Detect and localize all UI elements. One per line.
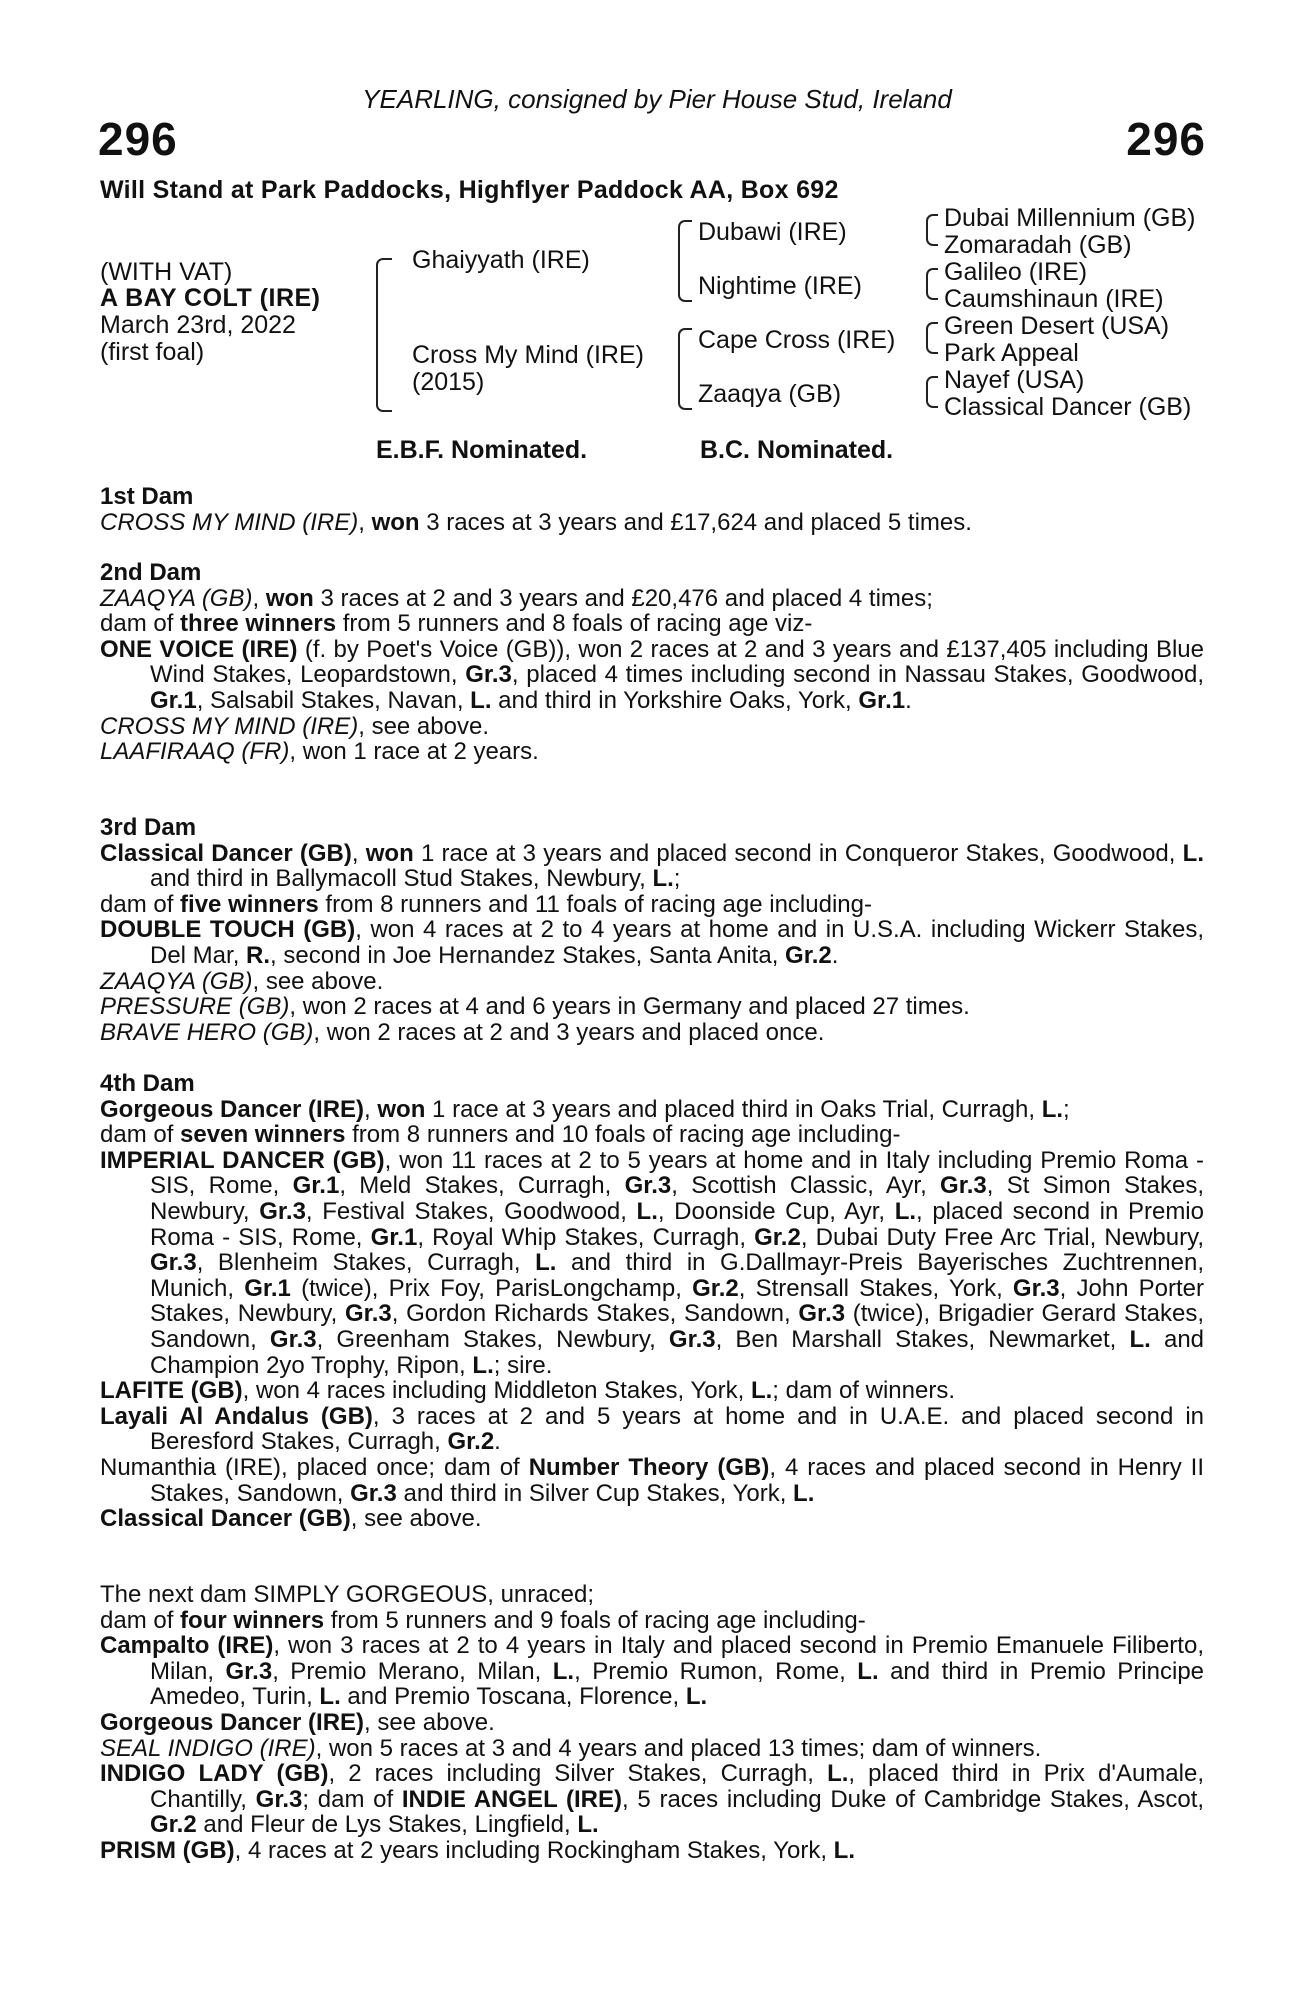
text: , see above. bbox=[350, 1505, 482, 1533]
progeny-name: INDIE ANGEL (IRE) bbox=[401, 1785, 623, 1813]
pedigree-brace-sire bbox=[678, 220, 692, 302]
section-heading: 3rd Dam bbox=[100, 814, 197, 841]
pedigree-dd-dam: Classical Dancer (GB) bbox=[944, 393, 1192, 421]
progeny-entry bbox=[100, 1404, 1204, 1455]
pedigree-sire: Ghaiyyath (IRE) bbox=[412, 246, 590, 274]
vat-note: (WITH VAT) bbox=[100, 258, 233, 286]
dam-of-line bbox=[100, 892, 1204, 918]
text: 1 race at 3 years and placed third in Oaks Trial, Curragh, bbox=[425, 1095, 1042, 1123]
grade: Gr.3 bbox=[624, 1172, 672, 1200]
text: , won 5 races at 3 and 4 years and placed 13 times; dam of winners. bbox=[315, 1734, 1042, 1762]
progeny-entry bbox=[100, 1710, 1204, 1736]
won-label: won bbox=[265, 584, 314, 612]
text: ; bbox=[1063, 1095, 1070, 1123]
dam-of-line bbox=[100, 1122, 1204, 1148]
ebf-nomination: E.B.F. Nominated. bbox=[376, 436, 588, 464]
grade: L. bbox=[793, 1479, 815, 1507]
lot-number-right: 296 bbox=[1126, 113, 1206, 165]
grade: Gr.1 bbox=[858, 686, 906, 714]
text: from 8 runners and 10 foals of racing age including- bbox=[345, 1121, 901, 1149]
grade: Gr.3 bbox=[259, 1197, 306, 1225]
text: , Royal Whip Stakes, Curragh, bbox=[417, 1223, 755, 1251]
won-label: won bbox=[377, 1095, 426, 1123]
grade: L. bbox=[1129, 1325, 1151, 1353]
section-heading: 1st Dam bbox=[100, 483, 194, 510]
grade: L. bbox=[470, 686, 492, 714]
progeny-name: CROSS MY MIND (IRE) bbox=[100, 712, 359, 740]
dam-name: Gorgeous Dancer (IRE) bbox=[100, 1095, 365, 1123]
first-dam-section bbox=[100, 484, 1204, 535]
section-heading: 2nd Dam bbox=[100, 559, 202, 586]
progeny-name: IMPERIAL DANCER (GB) bbox=[100, 1146, 385, 1174]
text: ; dam of bbox=[302, 1785, 402, 1813]
progeny-name: DOUBLE TOUCH (GB) bbox=[100, 916, 356, 944]
grade: Gr.3 bbox=[345, 1300, 392, 1328]
text: and Fleur de Lys Stakes, Lingfield, bbox=[196, 1811, 578, 1839]
text: dam of bbox=[100, 610, 181, 638]
dam-name: Classical Dancer (GB) bbox=[100, 839, 352, 867]
text: and third in Silver Cup Stakes, York, bbox=[396, 1479, 794, 1507]
text: from 5 runners and 8 foals of racing age viz- bbox=[336, 610, 813, 638]
text: , see above. bbox=[358, 712, 489, 740]
progeny-entry bbox=[100, 1020, 1204, 1046]
progeny-entry bbox=[100, 637, 1204, 714]
grade: Gr.2 bbox=[150, 1811, 197, 1839]
progeny-name: Number Theory (GB) bbox=[528, 1453, 770, 1481]
progeny-name: PRESSURE (GB) bbox=[100, 993, 290, 1021]
third-dam-record: Classical Dancer (GB), won 1 race at 3 years and placed second in Conqueror Stakes, Goodwood, L. and third in Ballymacoll Stud Stakes, Newbury, L.; bbox=[100, 839, 1204, 893]
progeny-entry bbox=[100, 917, 1204, 968]
winners-count: three winners bbox=[180, 610, 337, 638]
pedigree-brace-sd bbox=[926, 268, 938, 300]
progeny-name: Campalto (IRE) bbox=[100, 1632, 274, 1660]
grade: Gr.3 bbox=[1012, 1274, 1060, 1302]
pedigree-dam-sire: Cape Cross (IRE) bbox=[698, 326, 896, 354]
pedigree-sd-sire: Galileo (IRE) bbox=[944, 258, 1088, 286]
progeny-name: PRISM (GB) bbox=[100, 1836, 235, 1864]
text: and third in Ballymacoll Stud Stakes, Newbury, bbox=[150, 865, 653, 893]
text: , 4 races at 2 years including Rockingham Stakes, York, bbox=[234, 1836, 834, 1864]
grade: Gr.3 bbox=[255, 1785, 303, 1813]
pedigree-ds-dam: Park Appeal bbox=[944, 339, 1079, 367]
grade: Gr.3 bbox=[350, 1479, 397, 1507]
pedigree-dam-dam: Zaaqya (GB) bbox=[698, 380, 842, 408]
grade: L. bbox=[319, 1683, 341, 1711]
progeny-entry bbox=[100, 1506, 1204, 1532]
lot-number-left: 296 bbox=[98, 113, 178, 165]
progeny-name: Gorgeous Dancer (IRE) bbox=[100, 1708, 365, 1736]
consignment-subtitle: YEARLING, consigned by Pier House Stud, Ireland bbox=[362, 84, 952, 114]
text: , placed second in Premio Roma - SIS, Rome, bbox=[150, 1197, 1204, 1251]
grade: Gr.2 bbox=[447, 1428, 495, 1456]
text: , 5 races including Duke of Cambridge Stakes, Ascot, bbox=[622, 1785, 1205, 1813]
text: 1 race at 3 years and placed second in Conqueror Stakes, Goodwood, bbox=[413, 839, 1183, 867]
text: , Gordon Richards Stakes, Sandown, bbox=[391, 1300, 799, 1328]
grade: Gr.3 bbox=[940, 1172, 987, 1200]
pedigree-brace-dd bbox=[926, 376, 938, 408]
grade: L. bbox=[577, 1811, 599, 1839]
progeny-name: SEAL INDIGO (IRE) bbox=[100, 1734, 316, 1762]
dam-text: 3 races at 2 and 3 years and £20,476 and placed 4 times; bbox=[313, 584, 933, 612]
progeny-entry bbox=[100, 969, 1204, 995]
text: ; sire. bbox=[493, 1351, 553, 1379]
grade: Gr.3 bbox=[668, 1325, 716, 1353]
text: , see above. bbox=[364, 1708, 495, 1736]
text: , 3 races at 2 and 5 years at home and in U.A.E. and placed second in Beresford Stakes, Curragh, bbox=[150, 1402, 1205, 1456]
pedigree-sire-dam: Nightime (IRE) bbox=[698, 272, 862, 300]
grade: Gr.1 bbox=[292, 1172, 340, 1200]
grade: R. bbox=[246, 941, 271, 969]
text: , placed 4 times including second in Nassau Stakes, Goodwood, bbox=[511, 661, 1204, 689]
text: ; bbox=[673, 865, 681, 893]
progeny-name: INDIGO LADY (GB) bbox=[100, 1760, 329, 1788]
dam-of-line bbox=[100, 611, 1204, 637]
grade: Gr.1 bbox=[150, 686, 197, 714]
text: (f. by Poet's Voice (GB)), won 2 races at 2 and 3 years and £137,405 including Blue Wind Stakes, Leopardstown, bbox=[150, 635, 1204, 689]
pedigree-sire-sire: Dubawi (IRE) bbox=[698, 218, 847, 246]
text: , Meld Stakes, Curragh, bbox=[339, 1172, 625, 1200]
fourth-dam-section bbox=[100, 1071, 1204, 1532]
text: , won 4 races at 2 to 4 years at home and in U.S.A. including Wickerr Stakes, Del Mar, bbox=[150, 916, 1205, 969]
text: , Premio Rumon, Rome, bbox=[574, 1657, 858, 1685]
progeny-entry bbox=[100, 1633, 1204, 1710]
text: , Greenham Stakes, Newbury, bbox=[316, 1325, 669, 1353]
grade: Gr.1 bbox=[370, 1223, 418, 1251]
text: , second in Joe Hernandez Stakes, Santa Anita, bbox=[270, 941, 786, 969]
text: , Scottish Classic, Ayr, bbox=[671, 1172, 941, 1200]
grade: L. bbox=[750, 1377, 773, 1405]
pedigree-ss-dam: Zomaradah (GB) bbox=[944, 231, 1132, 259]
text: and third in Yorkshire Oaks, York, bbox=[491, 686, 859, 714]
text: dam of bbox=[100, 1606, 181, 1634]
text: . bbox=[905, 686, 912, 714]
second-dam-section bbox=[100, 560, 1204, 765]
horse-note: (first foal) bbox=[100, 338, 205, 366]
section-heading: 4th Dam bbox=[100, 1070, 195, 1097]
progeny-name: LAFITE (GB) bbox=[100, 1377, 243, 1405]
progeny-entry bbox=[100, 1378, 1204, 1404]
text: , Strensall Stakes, York, bbox=[738, 1274, 1013, 1302]
text: , Dubai Duty Free Arc Trial, Newbury, bbox=[800, 1223, 1204, 1251]
text: dam of bbox=[100, 1121, 181, 1149]
horse-name: A BAY COLT (IRE) bbox=[100, 284, 321, 312]
grade: Gr.2 bbox=[754, 1223, 801, 1251]
winners-count: five winners bbox=[180, 890, 319, 918]
text: , John Porter Stakes, Newbury, bbox=[150, 1274, 1205, 1328]
progeny-name: LAAFIRAAQ (FR) bbox=[100, 738, 290, 766]
grade: Gr.3 bbox=[150, 1249, 197, 1277]
pedigree-sd-dam: Caumshinaun (IRE) bbox=[944, 285, 1164, 313]
grade: L. bbox=[857, 1657, 879, 1685]
fourth-dam-record: Gorgeous Dancer (IRE), won 1 race at 3 years and placed third in Oaks Trial, Curragh, L.; bbox=[100, 1095, 1070, 1123]
text: , won 2 races at 4 and 6 years in Germany and placed 27 times. bbox=[289, 993, 970, 1021]
text: and third in Premio Principe Amedeo, Turin, bbox=[150, 1657, 1205, 1711]
winners-count: seven winners bbox=[180, 1121, 346, 1149]
text: , Premio Merano, Milan, bbox=[272, 1657, 553, 1685]
grade: L. bbox=[535, 1249, 557, 1277]
grade: L. bbox=[636, 1197, 658, 1225]
text: , see above. bbox=[252, 967, 384, 995]
text: , St Simon Stakes, Newbury, bbox=[150, 1172, 1205, 1225]
text: , won 2 races at 2 and 3 years and placed once. bbox=[313, 1018, 825, 1046]
first-dam-record: CROSS MY MIND (IRE), won 3 races at 3 years and £17,624 and placed 5 times. bbox=[100, 508, 972, 536]
pedigree-dd-sire: Nayef (USA) bbox=[944, 366, 1085, 394]
text: and Champion 2yo Trophy, Ripon, bbox=[150, 1325, 1205, 1379]
progeny-entry bbox=[100, 1736, 1204, 1762]
grade: Gr.2 bbox=[785, 941, 832, 969]
text: (twice), Prix Foy, ParisLongchamp, bbox=[290, 1274, 693, 1302]
text: and Premio Toscana, Florence, bbox=[340, 1683, 686, 1711]
grade: L. bbox=[1182, 839, 1204, 867]
pedigree-brace-dam bbox=[678, 328, 692, 410]
dam-name: ZAAQYA (GB) bbox=[100, 584, 253, 612]
won-label: won bbox=[371, 508, 420, 536]
progeny-name: Layali Al Andalus (GB) bbox=[100, 1402, 373, 1430]
text: , 4 races and placed second in Henry II Stakes, Sandown, bbox=[150, 1453, 1204, 1507]
grade: L. bbox=[652, 865, 674, 893]
text: , Blenheim Stakes, Curragh, bbox=[196, 1249, 536, 1277]
third-dam-section bbox=[100, 815, 1204, 1045]
progeny-entry bbox=[100, 739, 1204, 765]
text: dam of bbox=[100, 890, 181, 918]
text: , placed third in Prix d'Aumale, Chantilly, bbox=[150, 1760, 1204, 1813]
text: . bbox=[494, 1428, 501, 1456]
pedigree-brace-main bbox=[376, 258, 392, 412]
grade: Gr.3 bbox=[269, 1325, 317, 1353]
grade: Gr.3 bbox=[798, 1300, 846, 1328]
grade: L. bbox=[827, 1760, 849, 1788]
bc-nomination: B.C. Nominated. bbox=[700, 436, 894, 464]
horse-dob: March 23rd, 2022 bbox=[100, 311, 296, 339]
progeny-entry bbox=[100, 1455, 1204, 1506]
dam-name: CROSS MY MIND (IRE) bbox=[100, 508, 359, 536]
grade: L. bbox=[685, 1683, 708, 1711]
text: , 2 races including Silver Stakes, Curragh, bbox=[328, 1760, 828, 1788]
progeny-name: BRAVE HERO (GB) bbox=[100, 1018, 314, 1046]
winners-count: four winners bbox=[180, 1606, 325, 1634]
grade: L. bbox=[1041, 1095, 1064, 1123]
pedigree-brace-ss bbox=[926, 214, 938, 246]
progeny-name: Classical Dancer (GB) bbox=[100, 1505, 351, 1533]
text: Numanthia (IRE), placed once; dam of bbox=[100, 1453, 529, 1481]
text: from 5 runners and 9 foals of racing age including- bbox=[324, 1606, 866, 1634]
progeny-name: ONE VOICE (IRE) bbox=[100, 635, 298, 663]
text: , Festival Stakes, Goodwood, bbox=[305, 1197, 637, 1225]
progeny-entry bbox=[100, 994, 1204, 1020]
next-dam-section bbox=[100, 1582, 1204, 1864]
second-dam-record: ZAAQYA (GB), won 3 races at 2 and 3 years and £20,476 and placed 4 times; bbox=[100, 584, 933, 612]
grade: Gr.1 bbox=[244, 1274, 291, 1302]
pedigree-brace-ds bbox=[926, 322, 938, 354]
text: , Salsabil Stakes, Navan, bbox=[196, 686, 471, 714]
text: and third in G.Dallmayr-Preis Bayerisches Zuchtrennen, Munich, bbox=[150, 1249, 1204, 1302]
dam-of-line bbox=[100, 1608, 1204, 1634]
grade: L. bbox=[472, 1351, 494, 1379]
text: , Doonside Cup, Ayr, bbox=[657, 1197, 895, 1225]
progeny-entry bbox=[100, 1148, 1204, 1378]
text: ; dam of winners. bbox=[772, 1377, 956, 1405]
grade: L. bbox=[552, 1657, 575, 1685]
next-dam-line: The next dam SIMPLY GORGEOUS, unraced; bbox=[100, 1581, 594, 1608]
grade: Gr.2 bbox=[692, 1274, 739, 1302]
grade: Gr.3 bbox=[465, 661, 512, 689]
pedigree-dam: Cross My Mind (IRE) bbox=[412, 341, 644, 369]
text: from 8 runners and 11 foals of racing age including- bbox=[318, 890, 872, 918]
text: , won 1 race at 2 years. bbox=[289, 738, 539, 766]
grade: L. bbox=[833, 1836, 855, 1864]
text: (twice), Brigadier Gerard Stakes, Sandown, bbox=[150, 1300, 1204, 1353]
grade: L. bbox=[894, 1197, 917, 1225]
text: . bbox=[831, 941, 839, 969]
progeny-entry bbox=[100, 714, 1204, 740]
pedigree-ds-sire: Green Desert (USA) bbox=[944, 312, 1170, 340]
text: , won 11 races at 2 to 5 years at home and in Italy including Premio Roma - SIS, Rome, bbox=[150, 1146, 1204, 1200]
won-label: won bbox=[365, 839, 414, 867]
grade: Gr.3 bbox=[225, 1657, 273, 1685]
progeny-entry bbox=[100, 1838, 1204, 1864]
text: , Ben Marshall Stakes, Newmarket, bbox=[715, 1325, 1130, 1353]
stand-location: Will Stand at Park Paddocks, Highflyer Paddock AA, Box 692 bbox=[100, 176, 839, 204]
progeny-name: ZAAQYA (GB) bbox=[100, 967, 253, 995]
pedigree-ss-sire: Dubai Millennium (GB) bbox=[944, 204, 1196, 232]
dam-text: 3 races at 3 years and £17,624 and placed 5 times. bbox=[419, 508, 972, 536]
text: , won 3 races at 2 to 4 years in Italy and placed second in Premio Emanuele Filiberto, Milan, bbox=[150, 1632, 1204, 1685]
pedigree-dam-year: (2015) bbox=[412, 368, 485, 396]
progeny-entry bbox=[100, 1761, 1204, 1838]
text: , won 4 races including Middleton Stakes, York, bbox=[242, 1377, 751, 1405]
